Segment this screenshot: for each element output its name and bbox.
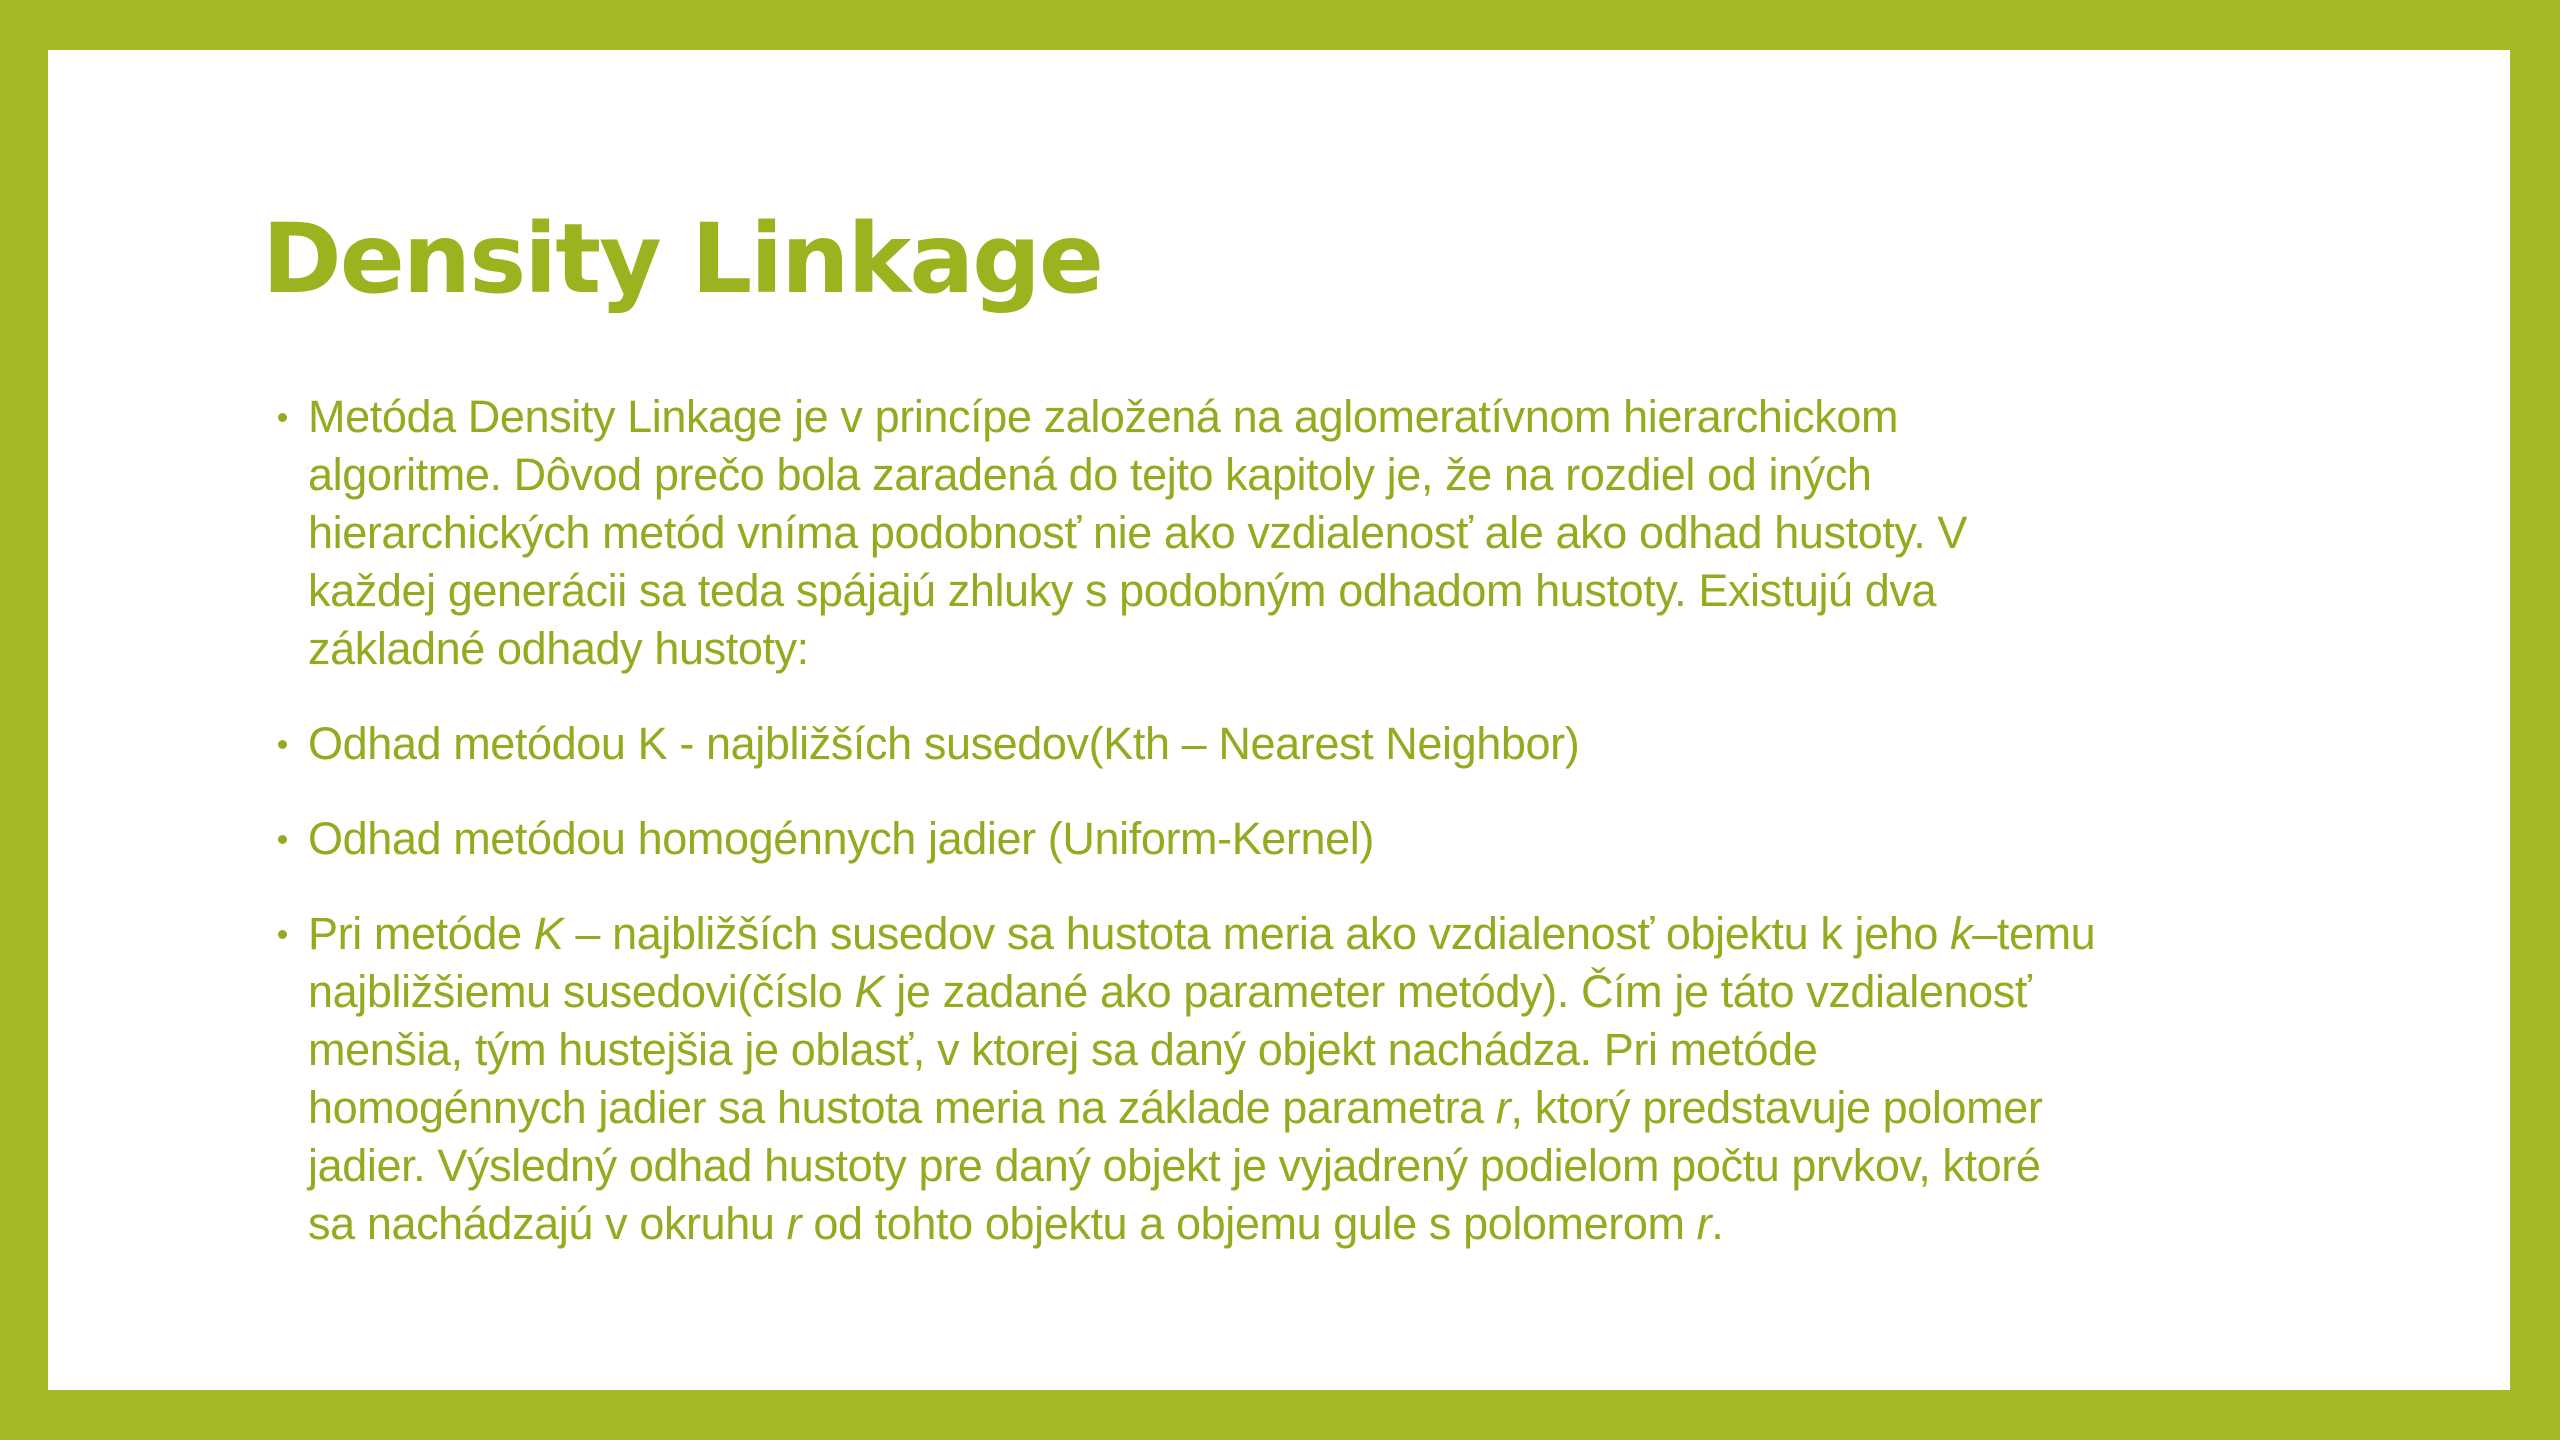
text-segment: – najbližších susedov sa hustota meria ako vzdialenosť objektu k jeho [563,908,1951,959]
bullet-text [308,908,2095,1249]
text-segment: Odhad metódou homogénnych jadier (Uniform-Kernel) [308,813,1374,864]
italic-segment: K [533,908,564,959]
bullet-list [308,388,2368,1290]
text-segment: od tohto objektu a objemu gule s polomerom [801,1198,1697,1249]
text-segment: Pri metóde [308,908,534,959]
bullet-text [308,718,1579,769]
slide [48,50,2510,1390]
slide-title: Density Linkage [262,203,1102,315]
bullet-item [308,905,2368,1253]
italic-segment: k [1950,908,1973,959]
text-segment: . [1711,1198,1724,1249]
italic-segment: r [1696,1198,1712,1249]
italic-segment: K [854,966,885,1017]
bullet-text [308,813,1374,864]
text-segment: , ktorý predstavuje polomer jadier. Výsledný odhad hustoty pre daný objekt je vyjadrený podielom počtu prvkov, ktoré sa nachádzajú v okruhu [308,1082,2043,1249]
text-segment: Odhad metódou K - najbližších susedov(Kth – Nearest Neighbor) [308,718,1580,769]
bullet-text [308,391,1967,674]
text-segment: Metóda Density Linkage je v princípe založená na aglomeratívnom hierarchickom algoritme. Dôvod prečo bola zaradená do tejto kapitoly je, že na rozdiel od iných hierarchických metód vníma podobnosť nie ako vzdialenosť ale ako odhad hustoty. V každej generácii sa teda spájajú zhluky s podobným odhadom hustoty. Existujú dva základné odhady hustoty: [308,391,1968,674]
italic-segment: r [786,1198,802,1249]
text-segment: je zadané ako parameter metódy). Čím je táto vzdialenosť menšia, tým hustejšia je oblasť, v ktorej sa daný objekt nachádza. Pri metóde homogénnych jadier sa hustota meria na základe parametra [308,966,2032,1133]
italic-segment: r [1495,1082,1511,1133]
bullet-item [308,715,2368,773]
text-segment: –temu najbližšiemu susedovi(číslo [308,908,2096,1017]
bullet-item [308,388,2368,678]
bullet-item [308,810,2368,868]
